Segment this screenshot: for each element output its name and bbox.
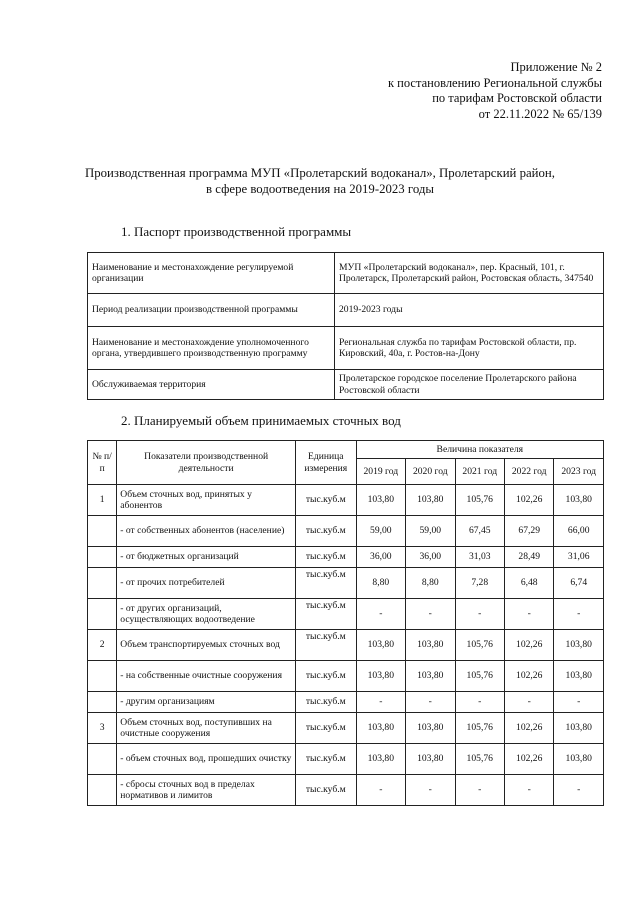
table-row bbox=[88, 516, 604, 547]
header-year: 2022 год bbox=[504, 459, 553, 485]
table-header-row bbox=[88, 441, 604, 459]
passport-row bbox=[88, 294, 604, 327]
value-cell: 105,76 bbox=[455, 713, 504, 744]
value-cell: 103,80 bbox=[554, 744, 604, 775]
value-cell: - bbox=[356, 599, 405, 630]
table-row bbox=[88, 568, 604, 599]
value-cell: 66,00 bbox=[554, 516, 604, 547]
row-number bbox=[88, 744, 117, 775]
table-body bbox=[88, 485, 604, 806]
value-cell: - bbox=[504, 775, 553, 806]
appendix-line: Приложение № 2 bbox=[510, 60, 602, 74]
value-cell: 31,03 bbox=[455, 547, 504, 568]
header-num: № п/п bbox=[88, 441, 117, 485]
value-cell: 8,80 bbox=[406, 568, 455, 599]
passport-label: Наименование и местонахождение регулируемой организации bbox=[88, 253, 335, 294]
row-number bbox=[88, 547, 117, 568]
unit-cell: тыс.куб.м bbox=[296, 568, 357, 599]
passport-value: МУП «Пролетарский водоканал», пер. Красный, 101, г. Пролетарск, Пролетарский район, Ростовская область, 347540 bbox=[335, 253, 604, 294]
value-cell: 59,00 bbox=[356, 516, 405, 547]
row-number bbox=[88, 516, 117, 547]
unit-cell: тыс.куб.м bbox=[296, 744, 357, 775]
table-row bbox=[88, 713, 604, 744]
value-cell: 103,80 bbox=[406, 744, 455, 775]
appendix-line: по тарифам Ростовской области bbox=[432, 91, 602, 105]
header-year: 2023 год bbox=[554, 459, 604, 485]
unit-cell: тыс.куб.м bbox=[296, 661, 357, 692]
value-cell: 67,29 bbox=[504, 516, 553, 547]
value-cell: 103,80 bbox=[406, 713, 455, 744]
indicator-name: - на собственные очистные сооружения bbox=[117, 661, 296, 692]
section-2-heading: 2. Планируемый объем принимаемых сточных вод bbox=[121, 413, 401, 428]
appendix-block bbox=[388, 60, 602, 122]
header-year: 2019 год bbox=[356, 459, 405, 485]
value-cell: 103,80 bbox=[554, 485, 604, 516]
row-number bbox=[88, 661, 117, 692]
value-cell: 105,76 bbox=[455, 661, 504, 692]
table-row bbox=[88, 744, 604, 775]
value-cell: - bbox=[554, 692, 604, 713]
value-cell: - bbox=[504, 692, 553, 713]
passport-value: Региональная служба по тарифам Ростовской области, пр. Кировский, 40а, г. Ростов-на-Дону bbox=[335, 327, 604, 370]
value-cell: - bbox=[406, 599, 455, 630]
value-cell: 8,80 bbox=[356, 568, 405, 599]
indicator-name: - от собственных абонентов (население) bbox=[117, 516, 296, 547]
value-cell: - bbox=[356, 692, 405, 713]
unit-cell: тыс.куб.м bbox=[296, 713, 357, 744]
passport-row bbox=[88, 327, 604, 370]
value-cell: 103,80 bbox=[554, 661, 604, 692]
row-number bbox=[88, 692, 117, 713]
indicator-name: - сбросы сточных вод в пределах нормативов и лимитов bbox=[117, 775, 296, 806]
value-cell: 103,80 bbox=[356, 713, 405, 744]
title-line-2: в сфере водоотведения на 2019-2023 годы bbox=[206, 181, 434, 196]
passport-row bbox=[88, 370, 604, 400]
value-cell: 103,80 bbox=[356, 630, 405, 661]
value-cell: 28,49 bbox=[504, 547, 553, 568]
value-cell: 102,26 bbox=[504, 744, 553, 775]
indicator-name: - от других организаций, осуществляющих водоотведение bbox=[117, 599, 296, 630]
indicator-name: Объем сточных вод, поступивших на очистные сооружения bbox=[117, 713, 296, 744]
value-cell: 36,00 bbox=[356, 547, 405, 568]
value-cell: - bbox=[455, 599, 504, 630]
value-cell: 102,26 bbox=[504, 485, 553, 516]
unit-cell: тыс.куб.м bbox=[296, 599, 357, 630]
value-cell: 103,80 bbox=[356, 485, 405, 516]
value-cell: 6,74 bbox=[554, 568, 604, 599]
unit-cell: тыс.куб.м bbox=[296, 692, 357, 713]
row-number bbox=[88, 775, 117, 806]
passport-table bbox=[87, 252, 604, 400]
wastewater-volume-table bbox=[87, 440, 604, 806]
table-row bbox=[88, 599, 604, 630]
value-cell: 6,48 bbox=[504, 568, 553, 599]
passport-label: Наименование и местонахождение уполномоченного органа, утвердившего производственную программу bbox=[88, 327, 335, 370]
value-cell: - bbox=[504, 599, 553, 630]
indicator-name: - от бюджетных организаций bbox=[117, 547, 296, 568]
header-year: 2020 год bbox=[406, 459, 455, 485]
unit-cell: тыс.куб.м bbox=[296, 775, 357, 806]
value-cell: 31,06 bbox=[554, 547, 604, 568]
indicator-name: - другим организациям bbox=[117, 692, 296, 713]
value-cell: 105,76 bbox=[455, 630, 504, 661]
value-cell: - bbox=[406, 692, 455, 713]
value-cell: - bbox=[356, 775, 405, 806]
row-number: 3 bbox=[88, 713, 117, 744]
value-cell: 103,80 bbox=[356, 744, 405, 775]
value-cell: 103,80 bbox=[554, 630, 604, 661]
value-cell: 59,00 bbox=[406, 516, 455, 547]
passport-label: Период реализации производственной программы bbox=[88, 294, 335, 327]
unit-cell: тыс.куб.м bbox=[296, 547, 357, 568]
value-cell: 105,76 bbox=[455, 485, 504, 516]
row-number: 1 bbox=[88, 485, 117, 516]
value-cell: - bbox=[455, 692, 504, 713]
header-indicator: Показатели производственной деятельности bbox=[117, 441, 296, 485]
indicator-name: - объем сточных вод, прошедших очистку bbox=[117, 744, 296, 775]
row-number: 2 bbox=[88, 630, 117, 661]
table-row bbox=[88, 630, 604, 661]
value-cell: 102,26 bbox=[504, 661, 553, 692]
indicator-name: Объем сточных вод, принятых у абонентов bbox=[117, 485, 296, 516]
table-row bbox=[88, 485, 604, 516]
value-cell: - bbox=[406, 775, 455, 806]
unit-cell: тыс.куб.м bbox=[296, 516, 357, 547]
value-cell: 103,80 bbox=[406, 661, 455, 692]
value-cell: 7,28 bbox=[455, 568, 504, 599]
table-row bbox=[88, 661, 604, 692]
value-cell: 103,80 bbox=[406, 485, 455, 516]
header-value-group: Величина показателя bbox=[356, 441, 603, 459]
unit-cell: тыс.куб.м bbox=[296, 485, 357, 516]
passport-value: 2019-2023 годы bbox=[335, 294, 604, 327]
row-number bbox=[88, 599, 117, 630]
value-cell: 67,45 bbox=[455, 516, 504, 547]
value-cell: - bbox=[554, 599, 604, 630]
table-row bbox=[88, 547, 604, 568]
document-title bbox=[0, 166, 640, 197]
value-cell: - bbox=[554, 775, 604, 806]
passport-label: Обслуживаемая территория bbox=[88, 370, 335, 400]
value-cell: 102,26 bbox=[504, 713, 553, 744]
passport-value: Пролетарское городское поселение Пролетарского района Ростовской области bbox=[335, 370, 604, 400]
unit-cell: тыс.куб.м bbox=[296, 630, 357, 661]
header-year: 2021 год bbox=[455, 459, 504, 485]
title-line-1: Производственная программа МУП «Пролетарский водоканал», Пролетарский район, bbox=[85, 166, 555, 180]
row-number bbox=[88, 568, 117, 599]
value-cell: 36,00 bbox=[406, 547, 455, 568]
value-cell: 103,80 bbox=[356, 661, 405, 692]
value-cell: 105,76 bbox=[455, 744, 504, 775]
indicator-name: - от прочих потребителей bbox=[117, 568, 296, 599]
table-row bbox=[88, 692, 604, 713]
value-cell: - bbox=[455, 775, 504, 806]
passport-row bbox=[88, 253, 604, 294]
header-unit: Единица измерения bbox=[296, 441, 357, 485]
appendix-line: от 22.11.2022 № 65/139 bbox=[478, 106, 602, 121]
value-cell: 102,26 bbox=[504, 630, 553, 661]
value-cell: 103,80 bbox=[554, 713, 604, 744]
table-row bbox=[88, 775, 604, 806]
indicator-name: Объем транспортируемых сточных вод bbox=[117, 630, 296, 661]
appendix-line: к постановлению Региональной службы bbox=[387, 75, 602, 90]
section-1-heading: 1. Паспорт производственной программы bbox=[121, 224, 352, 239]
value-cell: 103,80 bbox=[406, 630, 455, 661]
